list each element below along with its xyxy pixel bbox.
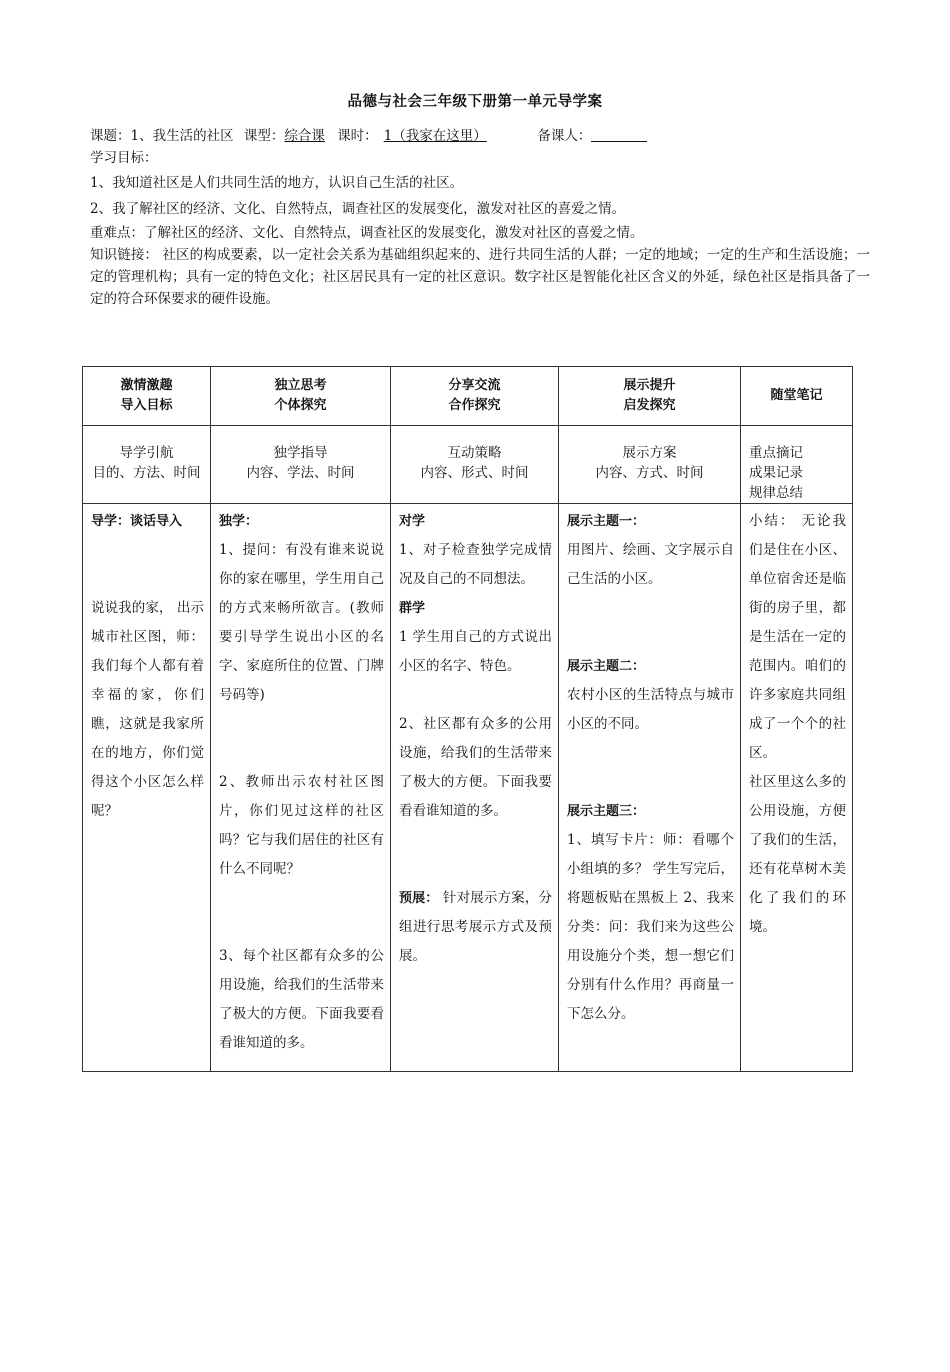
preparer-label: 备课人： (537, 128, 592, 144)
subheader-cell: 导学引航 目的、方法、时间 (83, 426, 211, 504)
preview-text: 预展： 针对展示方案，分组进行思考展示方式及预展。 (399, 890, 552, 964)
theme-3-heading: 展示主题三： (567, 804, 646, 819)
group-study-text-1: 1 学生用自己的方式说出小区的名字、特色。 (399, 629, 552, 674)
subheader-cell: 独学指导 内容、学法、时间 (211, 426, 391, 504)
pair-study-heading: 对学 (399, 514, 426, 529)
group-study-heading: 群学 (399, 601, 426, 616)
knowledge-link: 知识链接： 社区的构成要素，以一定社会关系为基础组织起来的、进行共同生活的人群；一定的地域；一定的生产和生活设施；一定的管理机构；具有一定的特色文化；社区居民具有一定的社区意识。数字社区是智能化社区含义的外延，绿色社区是指具备了一定的符合环保要求的硬件设施。 (90, 247, 870, 307)
summary-text: 小结： 无论我们是住在小区、单位宿舍还是临街的房子里，都是生活在一定的范围内。咱们的许多家庭共同组成了一个个的社区。 (749, 513, 846, 761)
intro-text: 说说我的家， 出示城市社区图，师：我们每个人都有着幸福的家，你们瞧，这就是我家所在的地方，你们觉得这个小区怎么样呢？ (91, 600, 204, 819)
header-cell: 分享交流 合作探究 (391, 367, 559, 426)
type-label: 课型： (243, 128, 285, 144)
period-value: 1（我家在这里） (383, 128, 487, 144)
header-cell: 展示提升 启发探究 (559, 367, 741, 426)
header-cell: 随堂笔记 (741, 367, 853, 426)
key-points: 重难点：了解社区的经济、文化、自然特点，调查社区的发展变化，激发对社区的喜爱之情。 (90, 225, 644, 241)
header-row (83, 367, 853, 426)
group-study-cell (391, 504, 559, 1072)
subheader-cell: 重点摘记 成果记录 规律总结 (741, 426, 853, 504)
self-study-heading: 独学： (219, 514, 259, 529)
self-study-q1: 1、提问：有没有谁来说说你的家在哪里，学生用自己的方式来畅所欲言。(教师要引导学生说出小区的名字、家庭所住的位置、门牌号码等) (219, 542, 384, 703)
presentation-cell (559, 504, 741, 1072)
preparer-blank (591, 127, 647, 142)
preview-heading: 预展： (399, 891, 439, 906)
self-study-q3: 3、每个社区都有众多的公用设施，给我们的生活带来了极大的方便。下面我要看看谁知道的多。 (219, 948, 384, 1051)
header-cell: 独立思考 个体探究 (211, 367, 391, 426)
objective-item-2: 2、我了解社区的经济、文化、自然特点，调查社区的发展变化，激发对社区的喜爱之情。 (90, 201, 626, 217)
lesson-plan-table (82, 366, 853, 1072)
objectives-heading: 学习目标： (90, 150, 158, 166)
header-cell: 激情激趣 导入目标 (83, 367, 211, 426)
subheader-cell: 展示方案 内容、方式、时间 (559, 426, 741, 504)
group-study-text-2: 2、社区都有众多的公用设施，给我们的生活带来了极大的方便。下面我要看看谁知道的多。 (399, 716, 552, 819)
theme-2-heading: 展示主题二： (567, 659, 646, 674)
page-title: 品德与社会三年级下册第一单元导学案 (347, 94, 603, 110)
objective-item-1: 1、我知道社区是人们共同生活的地方，认识自己生活的社区。 (90, 175, 464, 191)
type-value: 综合课 (284, 128, 325, 144)
facilities-text: 社区里这么多的公用设施，方便了我们的生活，还有花草树木美化了我们的环境。 (749, 774, 846, 935)
intro-heading: 导学：谈话导入 (91, 514, 183, 529)
self-study-q2: 2、教师出示农村社区图片，你们见过这样的社区吗？它与我们居住的社区有什么不同呢？ (219, 774, 384, 877)
theme-1-heading: 展示主题一： (567, 514, 646, 529)
intro-cell (83, 504, 211, 1072)
self-study-cell (211, 504, 391, 1072)
period-label: 课时： (337, 128, 378, 144)
subheader-row (83, 426, 853, 504)
theme-2-text: 农村小区的生活特点与城市小区的不同。 (567, 687, 734, 732)
pair-study-text: 1、对子检查独学完成情况及自己的不同想法。 (399, 542, 552, 587)
notes-cell (741, 504, 853, 1072)
topic-label: 课题：1、我生活的社区 (90, 128, 234, 144)
lesson-meta (90, 125, 870, 310)
content-row (83, 504, 853, 1072)
lesson-info-line (90, 125, 870, 147)
theme-1-text: 用图片、绘画、文字展示自己生活的小区。 (567, 542, 734, 587)
theme-3-text: 1、填写卡片：师：看哪个小组填的多？ 学生写完后，将题板贴在黑板上 2、我来分类：问：我们来为这些公用设施分个类，想一想它们分别有什么作用？再商量一下怎么分。 (567, 832, 734, 1022)
subheader-cell: 互动策略 内容、形式、时间 (391, 426, 559, 504)
